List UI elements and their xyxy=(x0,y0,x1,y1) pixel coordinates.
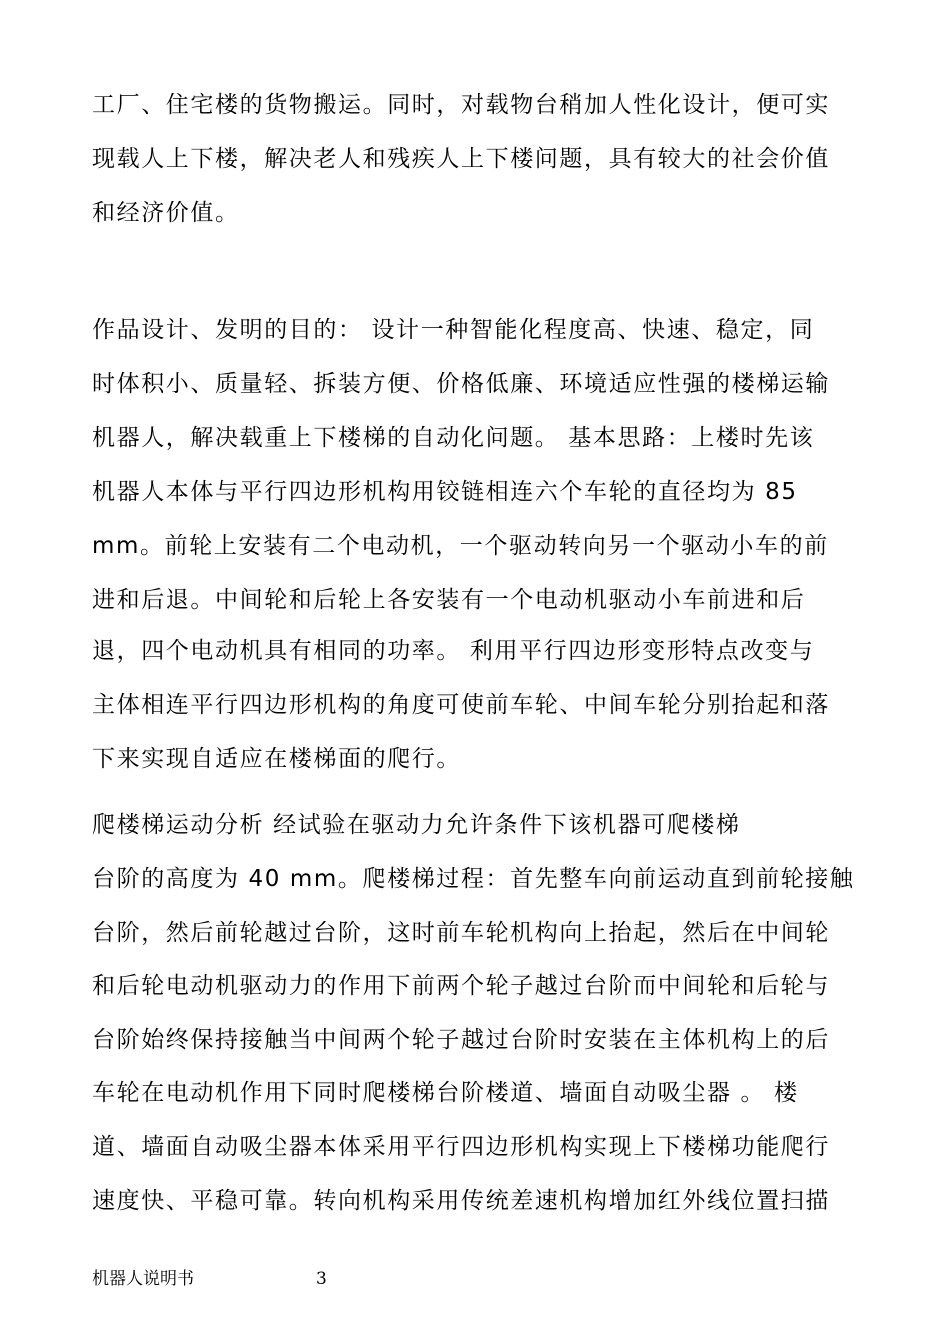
text-line: 退，四个电动机具有相同的功率。 利用平行四边形变形特点改变与 xyxy=(92,638,815,664)
text-line: 作品设计、发明的目的： 设计一种智能化程度高、快速、稳定，同 xyxy=(92,317,815,343)
text-line: mm。前轮上安装有二个电动机，一个驱动转向另一个驱动小车的前 xyxy=(92,533,829,559)
text-line: 和经济价值。 xyxy=(92,200,240,226)
text-line: 机器人本体与平行四边形机构用铰链相连六个车轮的直径均为 85 xyxy=(92,479,798,505)
text-line: 工厂、住宅楼的货物搬运。同时，对载物台稍加人性化设计，便可实 xyxy=(92,92,830,118)
text-line: 台阶始终保持接触当中间两个轮子越过台阶时安装在主体机构上的后 xyxy=(92,1027,830,1053)
text-line: 台阶的高度为 40 mm。爬楼梯过程：首先整车向前运动直到前轮接触 xyxy=(92,866,855,892)
text-line: 时体积小、质量轻、拆装方便、价格低廉、环境适应性强的楼梯运输 xyxy=(92,371,830,397)
text-line: 和后轮电动机驱动力的作用下前两个轮子越过台阶而中间轮和后轮与 xyxy=(92,973,830,999)
text-line: 爬楼梯运动分析 经试验在驱动力允许条件下该机器可爬楼梯 xyxy=(92,812,741,838)
footer-page-number: 3 xyxy=(316,1269,327,1289)
text-line: 速度快、平稳可靠。转向机构采用传统差速机构增加红外线位置扫描 xyxy=(92,1188,830,1214)
text-line: 主体相连平行四边形机构的角度可使前车轮、中间车轮分别抬起和落 xyxy=(92,692,830,718)
text-line: 进和后退。中间轮和后轮上各安装有一个电动机驱动小车前进和后 xyxy=(92,587,806,613)
text-line: 机器人，解决载重上下楼梯的自动化问题。 基本思路：上楼时先该 xyxy=(92,425,815,451)
text-line: 车轮在电动机作用下同时爬楼梯台阶楼道、墙面自动吸尘器 。 楼 xyxy=(92,1080,799,1106)
footer-document-title: 机器人说明书 xyxy=(92,1269,194,1289)
text-line: 下来实现自适应在楼梯面的爬行。 xyxy=(92,746,461,772)
text-line: 道、墙面自动吸尘器本体采用平行四边形机构实现上下楼梯功能爬行 xyxy=(92,1134,830,1160)
text-line: 现载人上下楼，解决老人和残疾人上下楼问题，具有较大的社会价值 xyxy=(92,146,830,172)
text-line: 台阶，然后前轮越过台阶，这时前车轮机构向上抬起，然后在中间轮 xyxy=(92,920,830,946)
